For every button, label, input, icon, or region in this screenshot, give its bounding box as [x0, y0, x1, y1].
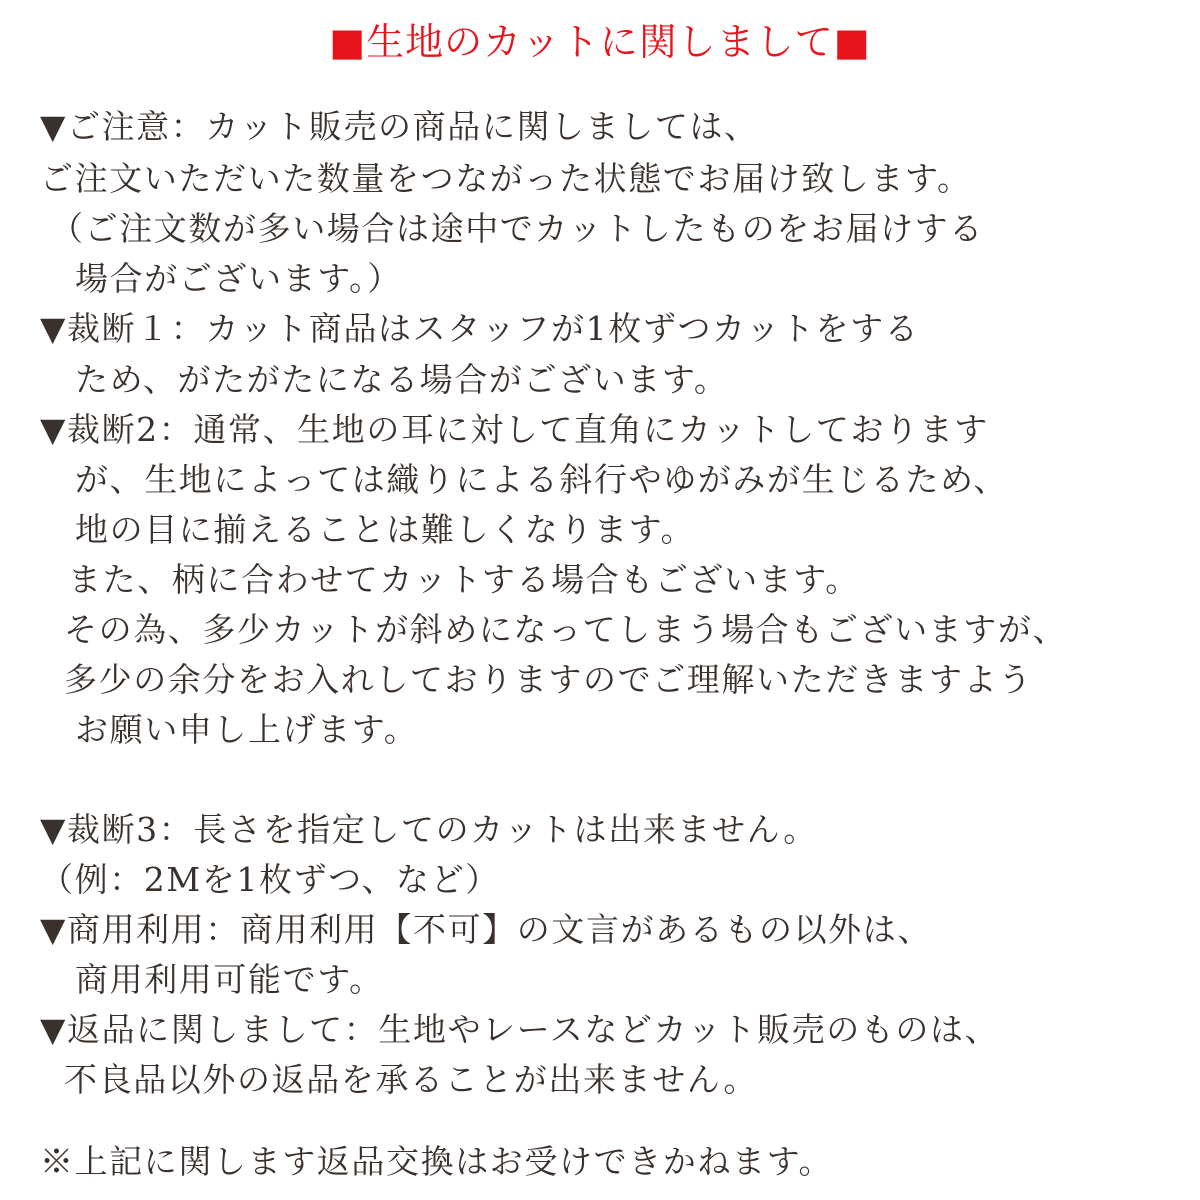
cutting-2-line: ▼裁断2：通常、生地の耳に対して直角にカットしております [40, 410, 989, 449]
cutting-1-line: ▼裁断１：カット商品はスタッフが1枚ずつカットをする [40, 309, 920, 348]
returns-line: ▼返品に関しまして：生地やレースなどカット販売のものは、 [40, 1010, 1000, 1049]
commercial-use-line: 商用利用可能です。 [75, 960, 384, 999]
cutting-2-line: お願い申し上げます。 [75, 710, 419, 749]
page-title: ■生地のカットに関しまして■ [329, 20, 871, 64]
notice-line: ご注文いただいた数量をつながった状態でお届け致します。 [40, 159, 972, 198]
returns-line: 不良品以外の返品を承ることが出来ません。 [64, 1060, 758, 1099]
commercial-use-line: ▼商用利用：商用利用【不可】の文言があるもの以外は、 [40, 910, 932, 949]
cutting-3-line: （例：2Mを1枚ずつ、など） [40, 860, 500, 899]
notice-line: （ご注文数が多い場合は途中でカットしたものをお届けする [50, 209, 984, 248]
cutting-2-line: 地の目に揃えることは難しくなります。 [75, 510, 696, 549]
cutting-2-line: また、柄に合わせてカットする場合もございます。 [68, 560, 860, 599]
cutting-2-line: 多少の余分をお入れしておりますのでご理解いただきますよう [64, 660, 1033, 699]
cutting-3-line: ▼裁断3：長さを指定してのカットは出来ません。 [40, 810, 818, 849]
cutting-1-line: ため、がたがたになる場合がございます。 [75, 360, 729, 399]
notice-line: 場合がございます。） [75, 259, 402, 298]
cutting-2-line: その為、多少カットが斜めになってしまう場合もございますが、 [64, 610, 1068, 649]
footnote-line: ※上記に関します返品交換はお受けできかねます。 [40, 1142, 834, 1181]
notice-line: ▼ご注意：カット販売の商品に関しましては、 [40, 107, 759, 146]
cutting-2-line: が、生地によっては織りによる斜行やゆがみが生じるため、 [75, 460, 1008, 499]
